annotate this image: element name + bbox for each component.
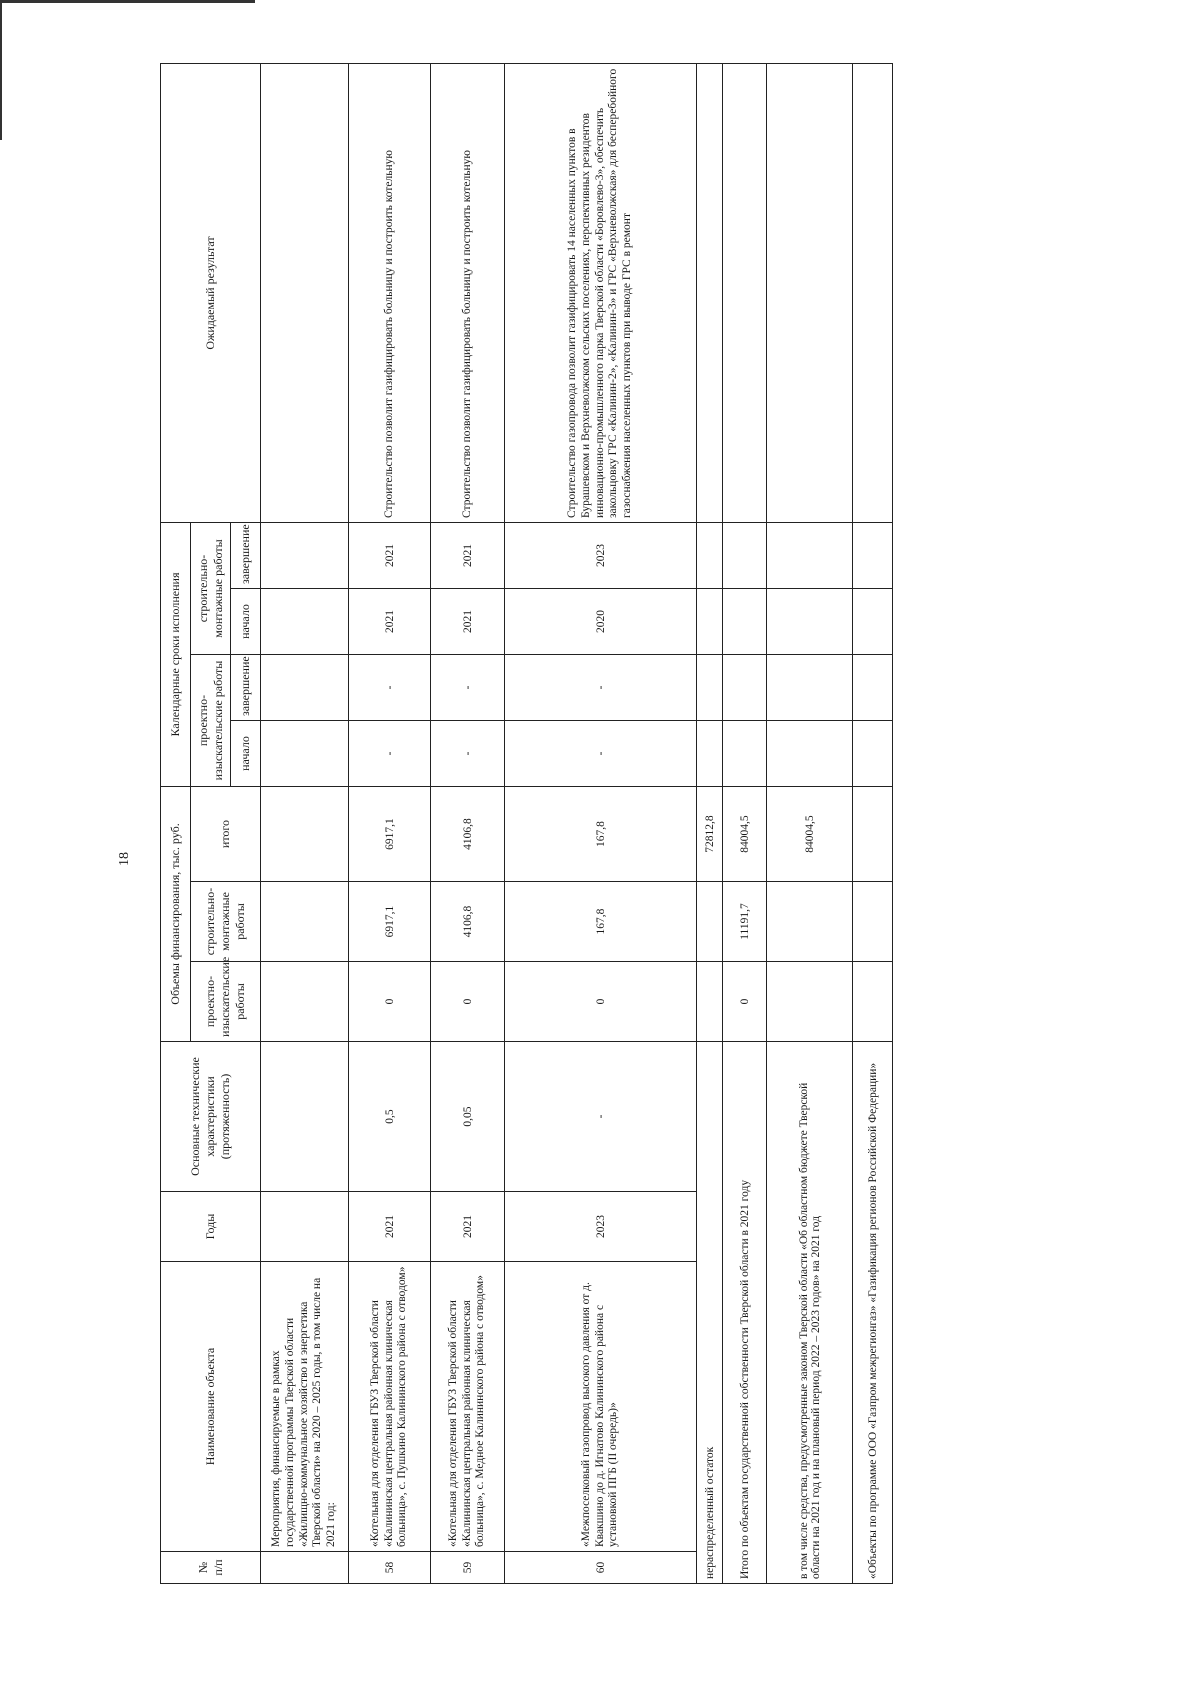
cell-name: «Котельная для отделения ГБУЗ Тверской области «Калининская центральная районная клиническая больница», с. Медное Калининского района с отводом» [431, 1262, 505, 1552]
cell-fin-construction: 167,8 [505, 882, 697, 962]
cell-fin-total [261, 787, 349, 882]
empty-cell [767, 63, 853, 522]
cell-result [261, 63, 349, 522]
cell-tech [261, 1042, 349, 1192]
cell-tech: - [505, 1042, 697, 1192]
empty-cell [723, 655, 767, 721]
empty-cell [853, 589, 893, 655]
empty-cell [767, 655, 853, 721]
summary-fin-total: 84004,5 [723, 787, 767, 882]
cell-c-start [261, 589, 349, 655]
summary-fin-total [853, 787, 893, 882]
header-years: Годы [161, 1192, 261, 1262]
empty-cell [767, 589, 853, 655]
cell-no: 59 [431, 1552, 505, 1584]
summary-fin-total: 84004,5 [767, 787, 853, 882]
header-result: Ожидаемый результат [161, 63, 261, 522]
cell-c-start: 2020 [505, 589, 697, 655]
cell-fin-construction [261, 882, 349, 962]
summary-row [697, 63, 723, 1583]
empty-cell [767, 522, 853, 588]
cell-fin-total: 167,8 [505, 787, 697, 882]
table-row [349, 63, 431, 1583]
header-fin-total: итого [191, 787, 261, 882]
rotated-table-container [160, 64, 1040, 1584]
cell-d-start [261, 721, 349, 787]
empty-cell [853, 522, 893, 588]
summary-fin-design [853, 962, 893, 1042]
cell-years [261, 1192, 349, 1262]
scan-line-left [0, 0, 2, 140]
header-name: Наименование объекта [161, 1262, 261, 1552]
empty-cell [697, 522, 723, 588]
empty-cell [697, 589, 723, 655]
table-row [505, 63, 697, 1583]
empty-cell [697, 655, 723, 721]
cell-name: «Котельная для отделения ГБУЗ Тверской области «Калининская центральная районная клиническая больница», с. Пушкино Калининского района с отводом» [349, 1262, 431, 1552]
cell-result: Строительство газопровода позволит газифицировать 14 населенных пунктов в Бурашевском и Верхневолжском сельских поселениях, перспективных резидентов инновационно-промышленного парка Тверской области «Боровлево-3», обеспечить закольцовку ГРС «Калинин-2», «Калинин-3» и ГРС «Верхневолжская» для бесперебойного газоснабжения населенных пунктов при выводе ГРС в ремонт [505, 63, 697, 522]
cell-result: Строительство позволит газифицировать больницу и построить котельную [349, 63, 431, 522]
cell-c-end: 2023 [505, 522, 697, 588]
summary-fin-construction [697, 882, 723, 962]
cell-c-end: 2021 [349, 522, 431, 588]
cell-fin-total: 6917,1 [349, 787, 431, 882]
summary-label: нераспределенный остаток [697, 1042, 723, 1584]
empty-cell [853, 655, 893, 721]
summary-label: Итого по объектам государственной собственности Тверской области в 2021 году [723, 1042, 767, 1584]
summary-row [767, 63, 853, 1583]
empty-cell [853, 63, 893, 522]
objects-table [160, 63, 893, 1584]
page-number: 18 [117, 852, 132, 866]
cell-fin-design: 0 [431, 962, 505, 1042]
cell-d-start: - [505, 721, 697, 787]
summary-fin-design [767, 962, 853, 1042]
cell-tech: 0,5 [349, 1042, 431, 1192]
summary-label: в том числе средства, предусмотренные законом Тверской области «Об областном бюджете Тверской области на 2021 год и на плановый период 2022 – 2023 годов» на 2021 год [767, 1042, 853, 1584]
cell-years: 2023 [505, 1192, 697, 1262]
cell-d-end: - [431, 655, 505, 721]
cell-c-start: 2021 [349, 589, 431, 655]
header-d-end: завершение [231, 655, 261, 721]
cell-name: «Межпоселковый газопровод высокого давления от д. Квакшино до д. Игнатово Калининского района с установкой ПГБ (II очередь)» [505, 1262, 697, 1552]
summary-fin-design [697, 962, 723, 1042]
empty-cell [767, 721, 853, 787]
summary-fin-construction [853, 882, 893, 962]
header-tech: Основные технические характеристики (протяженность) [161, 1042, 261, 1192]
cell-result: Строительство позволит газифицировать больницу и построить котельную [431, 63, 505, 522]
cell-years: 2021 [349, 1192, 431, 1262]
empty-cell [723, 589, 767, 655]
header-fin-design: проектно-изыскательские работы [191, 962, 261, 1042]
header-c-start: начало [231, 589, 261, 655]
summary-fin-total: 72812,8 [697, 787, 723, 882]
summary-fin-construction [767, 882, 853, 962]
cell-fin-design: 0 [505, 962, 697, 1042]
empty-cell [723, 721, 767, 787]
summary-label: «Объекты по программе ООО «Газпром межрегионгаз» «Газификация регионов Российской Федерации» [853, 1042, 893, 1584]
cell-fin-total: 4106,8 [431, 787, 505, 882]
cell-fin-construction: 4106,8 [431, 882, 505, 962]
table-row [261, 63, 349, 1583]
cell-tech: 0,05 [431, 1042, 505, 1192]
empty-cell [697, 63, 723, 522]
empty-cell [697, 721, 723, 787]
cell-no: 60 [505, 1552, 697, 1584]
cell-c-end: 2021 [431, 522, 505, 588]
cell-years: 2021 [431, 1192, 505, 1262]
header-c-end: завершение [231, 522, 261, 588]
cell-no [261, 1552, 349, 1584]
cell-fin-construction: 6917,1 [349, 882, 431, 962]
cell-name: Мероприятия, финансируемые в рамках государственной программы Тверской области «Жилищно-коммунальное хозяйство и энергетика Тверской области» на 2020 – 2025 годы, в том числе на 2021 год: [261, 1262, 349, 1552]
cell-fin-design: 0 [349, 962, 431, 1042]
summary-row [853, 63, 893, 1583]
header-fin-construction: строительно-монтажные работы [191, 882, 261, 962]
empty-cell [723, 522, 767, 588]
cell-fin-design [261, 962, 349, 1042]
summary-fin-design: 0 [723, 962, 767, 1042]
cell-c-end [261, 522, 349, 588]
summary-fin-construction: 11191,7 [723, 882, 767, 962]
cell-d-start: - [431, 721, 505, 787]
header-sched-construction: строительно-монтажные работы [191, 522, 231, 654]
cell-no: 58 [349, 1552, 431, 1584]
empty-cell [723, 63, 767, 522]
header-no: № п/п [161, 1552, 261, 1584]
header-schedule-group: Календарные сроки исполнения [161, 522, 191, 786]
cell-c-start: 2021 [431, 589, 505, 655]
cell-d-start: - [349, 721, 431, 787]
cell-d-end: - [349, 655, 431, 721]
cell-d-end [261, 655, 349, 721]
header-d-start: начало [231, 721, 261, 787]
header-sched-design: проектно-изыскательские работы [191, 655, 231, 787]
cell-d-end: - [505, 655, 697, 721]
scan-line-top [0, 0, 255, 3]
empty-cell [853, 721, 893, 787]
summary-row [723, 63, 767, 1583]
table-row [431, 63, 505, 1583]
header-finance-group: Объемы финансирования, тыс. руб. [161, 787, 191, 1042]
